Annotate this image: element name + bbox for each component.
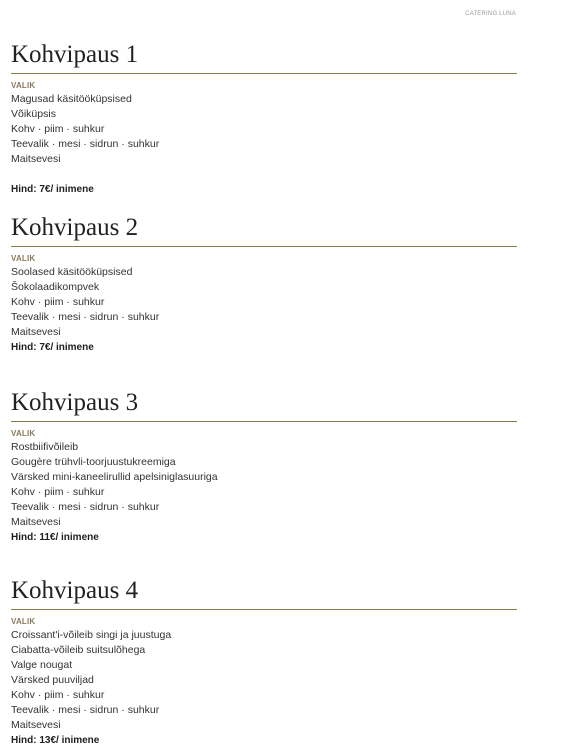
menu-item: Teevalik · mesi · sidrun · suhkur — [11, 501, 160, 513]
menu-item: Kohv · piim · suhkur — [11, 486, 105, 498]
section-divider — [11, 609, 517, 610]
price-label: Hind: 11€/ inimene — [11, 532, 99, 543]
menu-item: Võiküpsis — [11, 108, 56, 120]
menu-item: Valge nougat — [11, 659, 73, 671]
menu-item: Teevalik · mesi · sidrun · suhkur — [11, 704, 160, 716]
menu-item: Croissant'i-võileib singi ja juustuga — [11, 629, 172, 641]
section-divider — [11, 73, 517, 74]
menu-item: Maitsevesi — [11, 516, 61, 528]
menu-item: Gougère trühvli-toorjuustukreemiga — [11, 456, 176, 468]
section-title: Kohvipaus 2 — [11, 214, 139, 241]
selection-label: VALIK — [11, 429, 36, 438]
menu-items-list — [11, 265, 517, 340]
menu-item: Šokolaadikompvek — [11, 281, 100, 293]
menu-item: Maitsevesi — [11, 326, 61, 338]
price-label: Hind: 7€/ inimene — [11, 184, 94, 195]
menu-item: Rostbiifivõileib — [11, 441, 79, 453]
section-title: Kohvipaus 4 — [11, 577, 139, 604]
menu-items-list — [11, 92, 517, 167]
section-title: Kohvipaus 1 — [11, 41, 139, 68]
menu-item: Maitsevesi — [11, 719, 61, 731]
coffee-break-section-3 — [11, 388, 517, 545]
price-label: Hind: 13€/ inimene — [11, 735, 100, 746]
menu-item: Magusad käsitööküpsised — [11, 93, 132, 105]
menu-item: Soolased käsitööküpsised — [11, 266, 133, 278]
menu-item: Maitsevesi — [11, 153, 61, 165]
price-label: Hind: 7€/ inimene — [11, 342, 94, 353]
coffee-break-section-1 — [11, 40, 517, 197]
coffee-break-section-2 — [11, 213, 517, 355]
coffee-break-section-4 — [11, 576, 517, 748]
menu-items-list — [11, 628, 517, 733]
menu-item: Kohv · piim · suhkur — [11, 123, 105, 135]
menu-items-list — [11, 440, 517, 530]
selection-label: VALIK — [11, 617, 36, 626]
menu-item: Teevalik · mesi · sidrun · suhkur — [11, 311, 160, 323]
selection-label: VALIK — [11, 81, 36, 90]
menu-item: Teevalik · mesi · sidrun · suhkur — [11, 138, 160, 150]
brand-name: CATERING LUNA — [465, 11, 516, 17]
section-title: Kohvipaus 3 — [11, 389, 139, 416]
selection-label: VALIK — [11, 254, 36, 263]
section-divider — [11, 246, 517, 247]
menu-item: Kohv · piim · suhkur — [11, 689, 105, 701]
menu-item: Ciabatta-võileib suitsulõhega — [11, 644, 146, 656]
menu-item: Kohv · piim · suhkur — [11, 296, 105, 308]
section-divider — [11, 421, 517, 422]
menu-item: Värsked mini-kaneelirullid apelsiniglasuuriga — [11, 471, 218, 483]
menu-item: Värsked puuviljad — [11, 674, 94, 686]
